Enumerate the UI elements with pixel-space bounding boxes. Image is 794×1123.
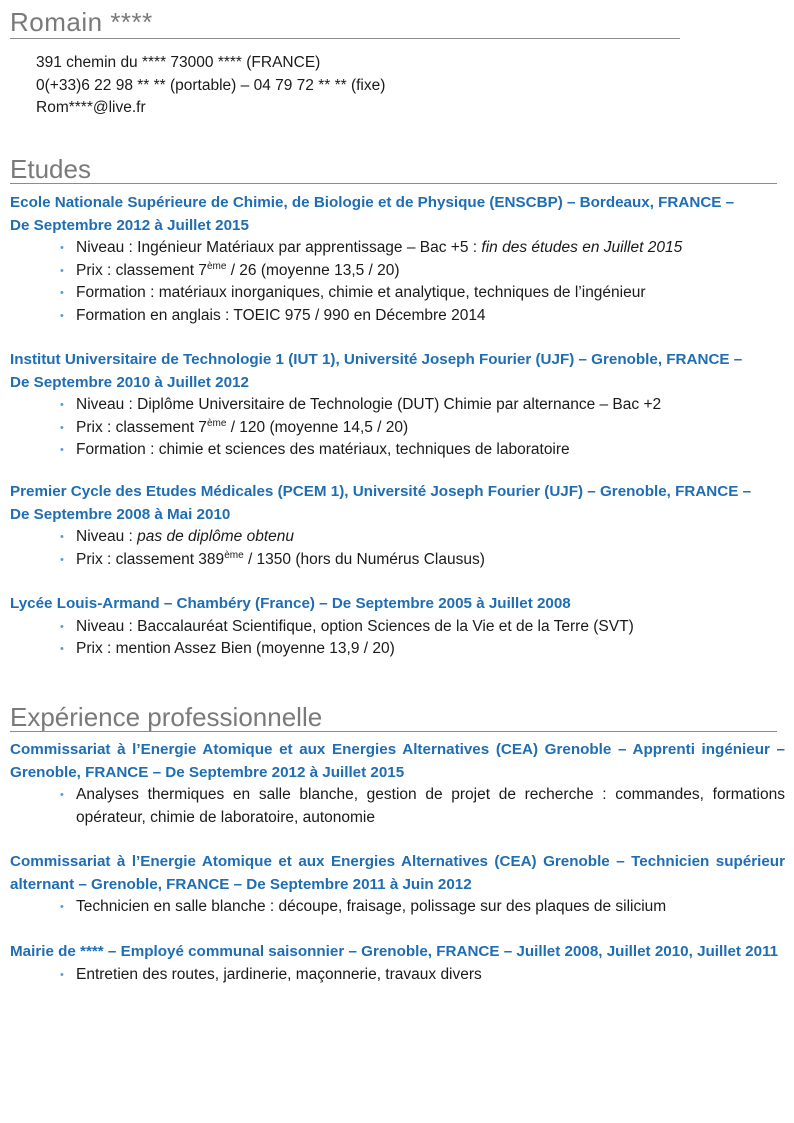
entry-title: Commissariat à l’Energie Atomique et aux Energies Alternatives (CEA) Grenoble – Apprenti ingénieur – Grenoble, FRANCE – De Septembre 2012 à Juillet 2015 bbox=[10, 741, 785, 781]
experience-entry-cea-technicien bbox=[10, 851, 785, 919]
list-item: • Niveau : Ingénieur Matériaux par apprentissage – Bac +5 : fin des études en Juillet 2015 bbox=[10, 237, 785, 260]
list-item: • Formation : chimie et sciences des matériaux, techniques de laboratoire bbox=[10, 439, 785, 462]
bullet-icon: • bbox=[60, 643, 64, 655]
list-item: • Prix : mention Assez Bien (moyenne 13,9 / 20) bbox=[10, 638, 785, 661]
bullet-icon: • bbox=[60, 399, 64, 411]
list-item: • Prix : classement 7ème / 26 (moyenne 13,5 / 20) bbox=[10, 260, 785, 283]
entry-bullets bbox=[10, 526, 785, 571]
email: Rom****@live.fr bbox=[36, 99, 146, 116]
entry-bullets bbox=[10, 784, 785, 829]
person-name: Romain **** bbox=[10, 7, 153, 37]
list-item: • Analyses thermiques en salle blanche, gestion de projet de recherche : commandes, formations opérateur, chimie de laboratoire, autonomie bbox=[60, 786, 785, 826]
experience-entry-cea-apprenti bbox=[10, 739, 785, 829]
bullet-icon: • bbox=[60, 287, 64, 299]
bullet-icon: • bbox=[60, 968, 64, 981]
entry-title: Mairie de **** – Employé communal saisonnier – Grenoble, FRANCE – Juillet 2008, Juillet 2010, Juillet 2011 bbox=[10, 943, 779, 960]
header-divider bbox=[10, 38, 680, 39]
entry-title: Commissariat à l’Energie Atomique et aux Energies Alternatives (CEA) Grenoble – Technicien supérieur alternant – Grenoble, FRANCE – De Septembre 2011 à Juin 2012 bbox=[10, 853, 785, 893]
bullet-icon: • bbox=[60, 789, 64, 801]
entry-bullets bbox=[10, 616, 785, 661]
bullet-icon: • bbox=[60, 531, 64, 543]
section-title-etudes: Etudes bbox=[10, 154, 91, 184]
list-item: • Entretien des routes, jardinerie, maçonnerie, travaux divers bbox=[10, 964, 785, 987]
list-item: • Formation en anglais : TOEIC 975 / 990 en Décembre 2014 bbox=[10, 305, 785, 328]
entry-title: Premier Cycle des Etudes Médicales (PCEM 1), Université Joseph Fourier (UJF) – Grenoble, FRANCE – De Septembre 2008 à Mai 2010 bbox=[10, 483, 752, 523]
entry-bullets bbox=[10, 394, 785, 462]
bullet-icon: • bbox=[60, 264, 64, 277]
phone: 0(+33)6 22 98 ** ** (portable) – 04 79 72 ** ** (fixe) bbox=[36, 76, 386, 94]
list-item: • Technicien en salle blanche : découpe, fraisage, polissage sur des plaques de silicium bbox=[10, 896, 785, 919]
bullet-icon: • bbox=[60, 553, 64, 566]
experience-divider bbox=[10, 731, 777, 732]
list-item: • Prix : classement 389ème / 1350 (hors du Numérus Clausus) bbox=[10, 549, 785, 572]
bullet-icon: • bbox=[60, 421, 64, 434]
bullet-icon: • bbox=[60, 242, 64, 254]
education-entry-iut bbox=[10, 349, 785, 462]
bullet-icon: • bbox=[60, 444, 64, 456]
entry-bullets bbox=[10, 896, 785, 919]
bullet-icon: • bbox=[60, 901, 64, 913]
list-item: • Niveau : Baccalauréat Scientifique, option Sciences de la Vie et de la Terre (SVT) bbox=[10, 616, 785, 639]
experience-entry-mairie bbox=[10, 941, 785, 986]
contact-block bbox=[36, 52, 385, 120]
section-title-experience: Expérience professionnelle bbox=[10, 702, 323, 732]
bullet-icon: • bbox=[60, 309, 64, 322]
education-entry-lycee bbox=[10, 593, 785, 661]
list-item: • Niveau : Diplôme Universitaire de Technologie (DUT) Chimie par alternance – Bac +2 bbox=[10, 394, 785, 417]
list-item: • Formation : matériaux inorganiques, chimie et analytique, techniques de l’ingénieur bbox=[10, 282, 785, 305]
list-item: • Prix : classement 7ème / 120 (moyenne 14,5 / 20) bbox=[10, 417, 785, 440]
address: 391 chemin du **** 73000 **** (FRANCE) bbox=[36, 54, 321, 71]
list-item: • Niveau : pas de diplôme obtenu bbox=[10, 526, 785, 549]
education-entry-enscbp bbox=[10, 192, 785, 327]
entry-title: Lycée Louis-Armand – Chambéry (France) – De Septembre 2005 à Juillet 2008 bbox=[10, 595, 571, 612]
bullet-icon: • bbox=[60, 620, 64, 633]
etudes-divider bbox=[10, 183, 777, 184]
entry-bullets bbox=[10, 237, 785, 327]
entry-title: Ecole Nationale Supérieure de Chimie, de Biologie et de Physique (ENSCBP) – Bordeaux, FRANCE – De Septembre 2012 à Juillet 2015 bbox=[10, 194, 735, 234]
entry-title: Institut Universitaire de Technologie 1 (IUT 1), Université Joseph Fourier (UJF) – Grenoble, FRANCE – De Septembre 2010 à Juillet 2012 bbox=[10, 351, 743, 391]
education-entry-pcem bbox=[10, 481, 785, 571]
entry-bullets bbox=[10, 964, 785, 987]
